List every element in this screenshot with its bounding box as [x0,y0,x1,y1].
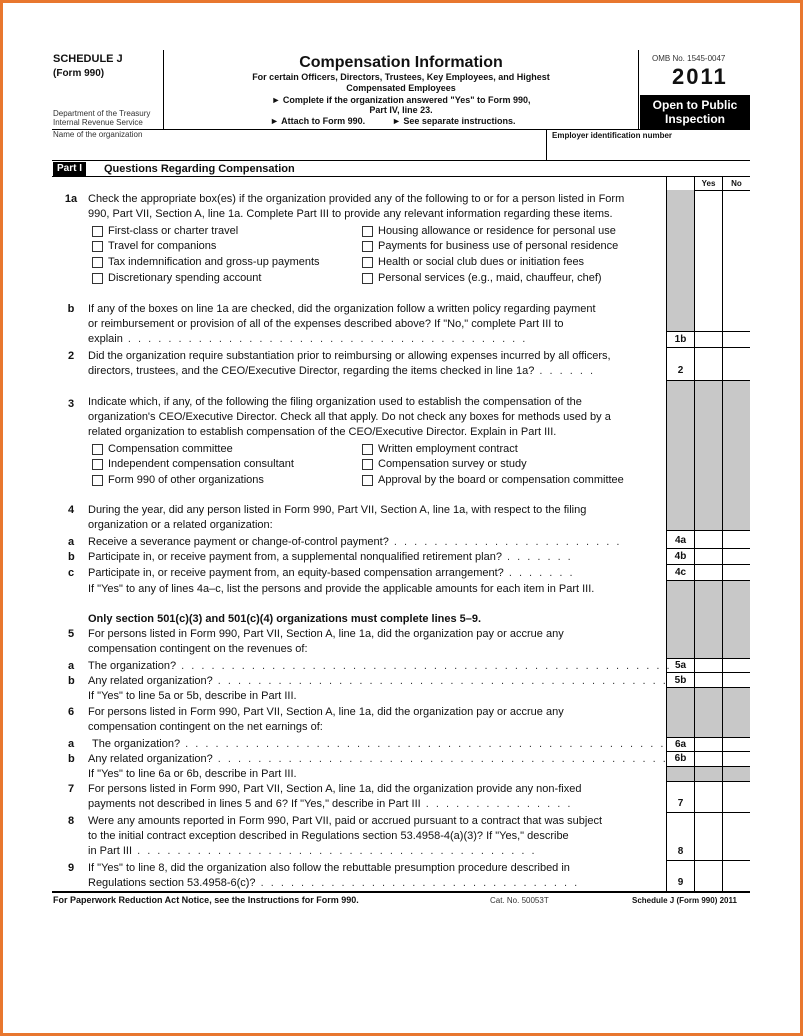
checkbox-form-990-other-orgs[interactable] [92,474,264,487]
q3-line-1: Indicate which, if any, of the following the filing organization used to establish the compensation of the [88,396,582,408]
q5b-letter: b [68,675,75,687]
catalog-number: Cat. No. 50053T [490,896,549,905]
question-number-6: 6 [67,706,75,718]
schedule-footer: Schedule J (Form 990) 2011 [632,896,737,905]
q3-line-2: organization's CEO/Executive Director. Check all that apply. Do not check any boxes for methods used by a [88,411,611,423]
checkbox-written-employment-contract[interactable] [362,443,518,456]
line-number-4c: 4c [674,567,687,578]
checkbox-square[interactable] [362,444,373,455]
checkbox-label: Travel for companions [108,240,217,252]
attach-instruction: ► Attach to Form 990. [270,116,366,126]
q9-line-2: Regulations section 53.4958-6(c)? . . . . . . . . . . . . . . . . . . . . . . . . . . . . . . . . [88,877,580,889]
checkbox-label: Form 990 of other organizations [108,474,264,486]
part-title: Questions Regarding Compensation [104,163,295,175]
answer-2-yes[interactable] [695,348,722,380]
q5b-text: Any related organization? . . . . . . . . . . . . . . . . . . . . . . . . . . . . . . . . . . . . . . . . . . . . . [88,675,668,687]
answer-4b-no[interactable] [723,549,750,564]
line-number-4a: 4a [674,535,687,546]
checkbox-label: Housing allowance or residence for personal use [378,225,616,237]
checkbox-square[interactable] [362,226,373,237]
checkbox-label: First-class or charter travel [108,225,239,237]
answer-9-no[interactable] [723,861,750,891]
answer-5b-yes[interactable] [695,673,722,687]
q4-line-1: During the year, did any person listed in Form 990, Part VII, Section A, line 1a, with respect to the filing [88,504,587,516]
checkbox-square[interactable] [362,273,373,284]
checkbox-independent-consultant[interactable] [92,458,294,471]
q2-line-1: Did the organization require substantiation prior to reimbursing or allowing expenses incurred by all officers, [88,350,611,362]
checkbox-label: Tax indemnification and gross-up payments [108,256,320,268]
checkbox-label: Written employment contract [378,443,518,455]
open-line-1: Open to Public [652,98,738,112]
answer-5a-no[interactable] [723,659,750,672]
q4-line-2: organization or a related organization: [88,519,273,531]
checkbox-square[interactable] [362,241,373,252]
q6b-text: Any related organization? . . . . . . . . . . . . . . . . . . . . . . . . . . . . . . . . . . . . . . . . . . . . . [88,753,668,765]
checkbox-health-social-club[interactable] [362,256,584,269]
q4b-letter: b [68,551,75,563]
q1a-line-1: Check the appropriate box(es) if the organization provided any of the following to or for a person listed in Form [88,193,625,205]
dept-line-1: Department of the Treasury [53,109,151,118]
answer-8-yes[interactable] [695,813,722,860]
answer-5a-yes[interactable] [695,659,722,672]
checkbox-tax-indemnification[interactable] [92,256,320,269]
question-number-8: 8 [67,815,75,827]
q6-line-2: compensation contingent on the net earnings of: [88,721,323,733]
see-instructions: ► See separate instructions. [392,116,516,126]
q1b-line-3: explain . . . . . . . . . . . . . . . . . . . . . . . . . . . . . . . . . . . . . . . . [88,333,528,345]
line-number-4b: 4b [674,551,687,562]
question-number-1b: b [67,303,75,315]
answer-1b-no[interactable] [723,332,750,347]
line-number-5b: 5b [674,675,687,686]
question-number-2: 2 [67,350,75,362]
paperwork-notice: For Paperwork Reduction Act Notice, see the Instructions for Form 990. [53,895,359,905]
complete-line-1: ► Complete if the organization answered "Yes" to Form 990, [271,95,531,105]
answer-4c-no[interactable] [723,565,750,580]
checkbox-label: Independent compensation consultant [108,458,294,470]
checkbox-travel-companions[interactable] [92,240,216,253]
q5-line-1: For persons listed in Form 990, Part VII, Section A, line 1a, did the organization pay or accrue any [88,628,564,640]
checkbox-discretionary-spending[interactable] [92,272,261,285]
subtitle-line-1: For certain Officers, Directors, Trustees, Key Employees, and Highest [252,72,550,82]
checkbox-square[interactable] [92,257,103,268]
checkbox-square[interactable] [362,257,373,268]
answer-6b-yes[interactable] [695,752,722,766]
q6-note: If "Yes" to line 6a or 6b, describe in Part III. [88,768,297,780]
q6a-letter: a [68,738,75,750]
question-number-7: 7 [67,783,75,795]
checkbox-square[interactable] [92,226,103,237]
omb-number: OMB No. 1545-0047 [652,54,726,63]
q1b-line-2: or reimbursement or provision of all of the expenses described above? If "No," complete Part III to [88,318,564,330]
line-number-5a: 5a [674,660,687,671]
q3-line-3: related organization to establish compensation of the CEO/Executive Director. Explain in Part III. [88,426,557,438]
question-number-5: 5 [67,628,75,640]
q6b-letter: b [68,753,75,765]
checkbox-square[interactable] [362,475,373,486]
answer-6b-no[interactable] [723,752,750,766]
line-number-7: 7 [677,798,684,809]
checkbox-square[interactable] [92,459,103,470]
checkbox-square[interactable] [92,444,103,455]
checkbox-label: Personal services (e.g., maid, chauffeur, chef) [378,272,602,284]
checkbox-square[interactable] [92,241,103,252]
checkbox-board-approval[interactable] [362,474,624,487]
q1a-line-2: 990, Part VII, Section A, line 1a. Complete Part III to provide any relevant information regarding these items. [88,208,613,220]
q5-line-2: compensation contingent on the revenues of: [88,643,308,655]
answer-1b-yes[interactable] [695,332,722,347]
answer-6a-no[interactable] [723,738,750,751]
checkbox-square[interactable] [92,475,103,486]
checkbox-label: Discretionary spending account [108,272,262,284]
answer-4c-yes[interactable] [695,565,722,580]
q5-note: If "Yes" to line 5a or 5b, describe in Part III. [88,690,297,702]
line-number-1b: 1b [674,334,687,345]
answer-4a-no[interactable] [723,531,750,548]
no-column-header: No [731,179,742,188]
q7-line-2: payments not described in lines 5 and 6? If "Yes," describe in Part III . . . . . . . . . . . . . . . [88,798,573,810]
checkbox-personal-services[interactable] [362,272,602,285]
question-number-9: 9 [67,862,75,874]
answer-7-no[interactable] [723,782,750,812]
answer-4b-yes[interactable] [695,549,722,564]
line-number-8: 8 [677,846,684,857]
q4-note: If "Yes" to any of lines 4a–c, list the persons and provide the applicable amounts for each item in Part III. [88,583,595,595]
line-number-6a: 6a [674,739,687,750]
q8-line-3: in Part III . . . . . . . . . . . . . . . . . . . . . . . . . . . . . . . . . . . . . . . . [88,845,537,857]
schedule-label: SCHEDULE J [53,53,123,65]
q4b-text: Participate in, or receive payment from, a supplemental nonqualified retirement plan? . . . . . . . [88,551,573,563]
q2-line-2: directors, trustees, and the CEO/Executive Director, regarding the items checked in line 1a? . . . . . . [88,365,596,377]
q4c-text: Participate in, or receive payment from, an equity-based compensation arrangement? . . . . . . . [88,567,575,579]
checkbox-square[interactable] [92,273,103,284]
q6a-text: The organization? . . . . . . . . . . . . . . . . . . . . . . . . . . . . . . . . . . . . . . . . . . . . . . . . [92,738,666,750]
answer-4a-yes[interactable] [695,531,722,548]
checkbox-label: Compensation survey or study [378,458,527,470]
part-tag: Part I [53,162,86,176]
dept-line-2: Internal Revenue Service [53,118,143,127]
q4a-text: Receive a severance payment or change-of-control payment? . . . . . . . . . . . . . . . . . . . . . . . [88,536,622,548]
question-number-3: 3 [67,398,75,410]
q6-line-1: For persons listed in Form 990, Part VII, Section A, line 1a, did the organization pay or accrue any [88,706,564,718]
ein-label: Employer identification number [552,131,673,140]
checkbox-first-class-travel[interactable] [92,225,238,238]
q8-line-2: to the initial contract exception described in Regulations section 53.4958-4(a)(3)? If "Yes," describe [88,830,569,842]
line-number-9: 9 [677,877,684,888]
yes-column-header: Yes [701,179,716,188]
checkbox-label: Approval by the board or compensation committee [378,474,624,486]
open-line-2: Inspection [664,112,725,126]
subtitle-line-2: Compensated Employees [346,83,456,93]
org-name-label: Name of the organization [53,130,143,139]
q8-line-1: Were any amounts reported in Form 990, Part VII, paid or accrued pursuant to a contract that was subject [88,815,603,827]
answer-9-yes[interactable] [695,861,722,891]
only-501-notice: Only section 501(c)(3) and 501(c)(4) organizations must complete lines 5–9. [88,613,482,625]
q9-line-1: If "Yes" to line 8, did the organization also follow the rebuttable presumption procedure described in [88,862,570,874]
answer-2-no[interactable] [723,348,750,380]
q4c-letter: c [68,567,75,579]
q7-line-1: For persons listed in Form 990, Part VII, Section A, line 1a, did the organization provide any non-fixed [88,783,582,795]
checkbox-housing-allowance[interactable] [362,225,616,238]
q1b-line-1: If any of the boxes on line 1a are checked, did the organization follow a written policy regarding payment [88,303,596,315]
checkbox-compensation-committee[interactable] [92,443,233,456]
answer-7-yes[interactable] [695,782,722,812]
line-number-2: 2 [677,365,684,376]
complete-line-2: Part IV, line 23. [369,105,433,115]
checkbox-label: Payments for business use of personal residence [378,240,619,252]
answer-8-no[interactable] [723,813,750,860]
question-number-4: 4 [67,504,75,516]
answer-5b-no[interactable] [723,673,750,687]
checkbox-label: Compensation committee [108,443,233,455]
answer-6a-yes[interactable] [695,738,722,751]
question-number-1a: 1a [64,193,78,205]
checkbox-business-use-residence[interactable] [362,240,618,253]
tax-year: 2011 [672,64,728,89]
line-number-6b: 6b [674,753,687,764]
checkbox-square[interactable] [362,459,373,470]
q5a-text: The organization? . . . . . . . . . . . . . . . . . . . . . . . . . . . . . . . . . . . . . . . . . . . . . . . . . [88,660,672,672]
form-title: Compensation Information [299,54,503,71]
checkbox-label: Health or social club dues or initiation fees [378,256,585,268]
q4a-letter: a [68,536,75,548]
checkbox-compensation-survey[interactable] [362,458,527,471]
open-to-public-badge [640,95,750,129]
form-label: (Form 990) [53,68,105,79]
q5a-letter: a [68,660,75,672]
